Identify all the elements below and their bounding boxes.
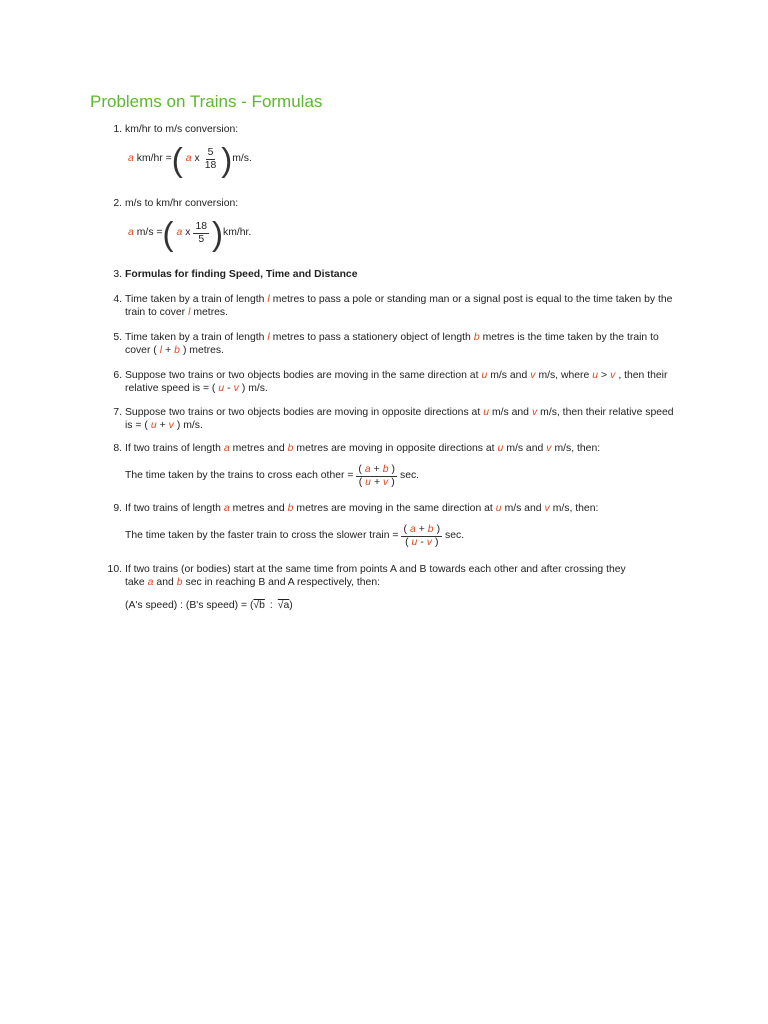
close-paren: ) xyxy=(212,215,224,252)
multiply-sign: x xyxy=(185,227,191,239)
numerator: ( a + b ) xyxy=(358,464,395,475)
formula-speed-ratio xyxy=(125,600,293,613)
item-heading: m/s to km/hr conversion: xyxy=(125,198,239,209)
var-a: a xyxy=(185,153,192,165)
denominator: 18 xyxy=(204,160,217,171)
fraction xyxy=(356,464,397,489)
ratio-colon: : xyxy=(269,600,273,611)
item-number: 9. xyxy=(113,503,122,514)
var-a: a xyxy=(176,227,183,239)
open-paren: ( xyxy=(162,215,174,252)
item-text: If two trains of length a metres and b metres are moving in opposite directions at u m/s and v m/s, then: xyxy=(125,443,601,454)
formula-kmhr-to-ms xyxy=(125,143,252,176)
formula-text: m/s = xyxy=(136,227,163,239)
item-text: Suppose two trains or two objects bodies are moving in opposite directions at u m/s and v m/s, then their relative speed is = ( u + v ) m/s. xyxy=(125,407,674,431)
denominator: 5 xyxy=(198,234,205,245)
fraction xyxy=(203,147,219,172)
numerator: ( a + b ) xyxy=(403,524,441,535)
close-paren: ) xyxy=(221,141,233,178)
item-text: Time taken by a train of length l metres to pass a stationery object of length b metres is the time taken by the train to cover ( l + b ) metres. xyxy=(125,332,659,356)
formula-ms-to-kmhr xyxy=(125,217,251,250)
item-number: 1. xyxy=(113,124,122,135)
formula-opposite-direction xyxy=(125,464,419,489)
close-paren: ) xyxy=(289,600,293,611)
formula-same-direction xyxy=(125,524,464,549)
formula-text: The time taken by the trains to cross each other = xyxy=(125,470,354,482)
fraction xyxy=(193,221,209,246)
item-number: 4. xyxy=(113,294,122,305)
item-number: 5. xyxy=(113,332,122,343)
multiply-sign: x xyxy=(194,153,200,165)
formula-text: m/s. xyxy=(232,153,252,165)
var-a: a xyxy=(128,227,134,239)
item-text: If two trains of length a metres and b metres are moving in the same direction at u m/s and v m/s, then: xyxy=(125,503,599,514)
numerator: 18 xyxy=(195,221,208,232)
sqrt-b: √b xyxy=(253,600,265,611)
numerator: 5 xyxy=(207,147,214,158)
formula-unit: sec. xyxy=(445,530,465,542)
formula-text: km/hr. xyxy=(223,227,252,239)
item-text: Suppose two trains or two objects bodies are moving in the same direction at u m/s and v m/s, where u > v , then their relative speed is = ( u - v ) m/s. xyxy=(125,370,668,394)
page-title: Problems on Trains - Formulas xyxy=(90,92,323,111)
denominator: ( u + v ) xyxy=(358,477,395,488)
item-heading: km/hr to m/s conversion: xyxy=(125,124,239,135)
denominator: ( u - v ) xyxy=(405,537,439,548)
item-number: 6. xyxy=(113,370,122,381)
section-heading: Formulas for finding Speed, Time and Distance xyxy=(125,269,358,280)
formula-text: (A's speed) : (B's speed) = ( xyxy=(125,600,254,611)
item-number: 2. xyxy=(113,198,122,209)
formula-text: km/hr = xyxy=(136,153,172,165)
item-number: 3. xyxy=(113,269,122,280)
open-paren: ( xyxy=(171,141,183,178)
fraction xyxy=(401,524,442,549)
item-number: 7. xyxy=(113,407,122,418)
formula-text: The time taken by the faster train to cross the slower train = xyxy=(125,530,399,542)
var-a: a xyxy=(128,153,134,165)
sqrt-a: √a xyxy=(277,600,290,611)
item-text: If two trains (or bodies) start at the same time from points A and B towards each other and after crossing they take a and b sec in reaching B and A respectively, then: xyxy=(125,564,626,588)
item-text: Time taken by a train of length l metres to pass a pole or standing man or a signal post is equal to the time taken by the train to cover l metres. xyxy=(125,294,673,318)
item-number: 10. xyxy=(107,564,122,575)
item-number: 8. xyxy=(113,443,122,454)
formula-unit: sec. xyxy=(400,470,420,482)
